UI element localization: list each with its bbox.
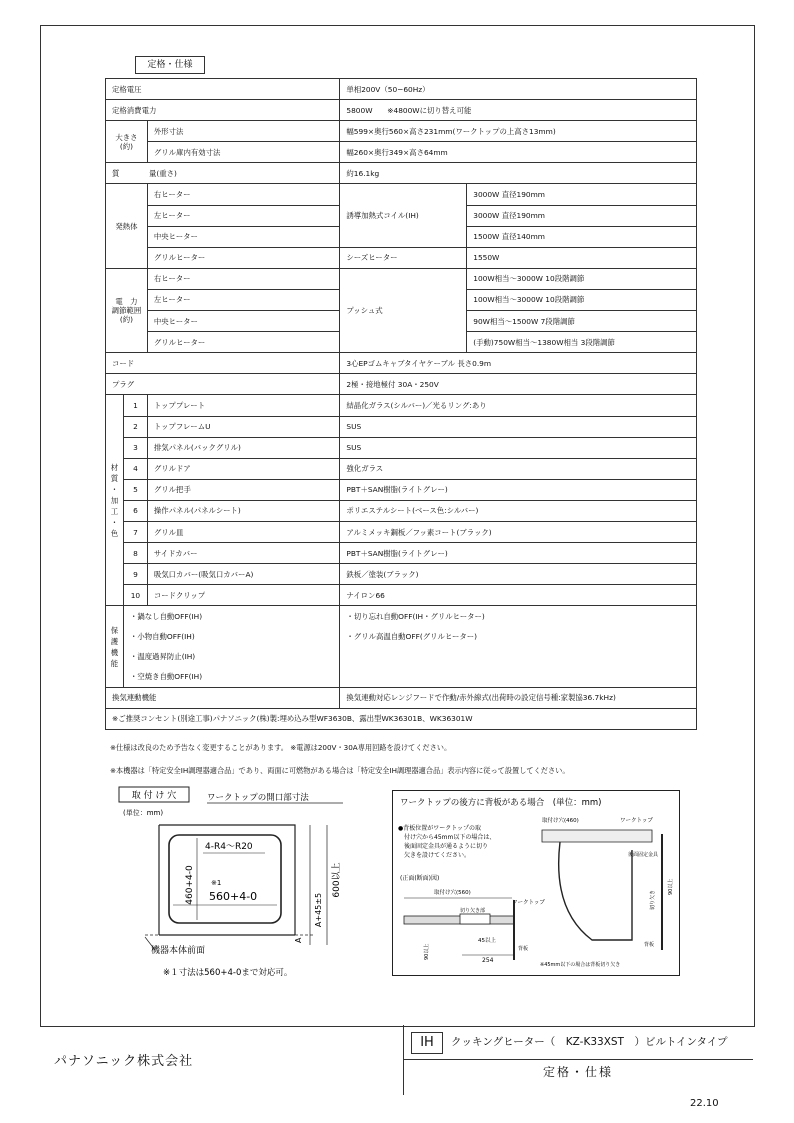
fig2-hole: 取付け穴(560) — [434, 890, 471, 896]
fig1-mark: ※1 — [211, 879, 222, 887]
page-title: 定格・仕様 — [135, 56, 205, 74]
table-row — [106, 647, 697, 667]
fig1-unit: (単位：mm) — [123, 809, 164, 817]
table-row — [106, 163, 697, 184]
range-name: 右ヒーター — [147, 268, 340, 289]
material-value: PBT＋SAN樹脂(ライトグレー) — [340, 543, 697, 564]
fig2-worktop2: ワークトップ — [620, 818, 653, 824]
grill-dim-label: グリル庫内有効寸法 — [147, 142, 340, 163]
material-part: 操作パネル(パネルシート) — [147, 500, 340, 521]
spec-table — [105, 78, 697, 730]
table-row — [106, 395, 697, 416]
back-panel-diagram — [392, 790, 680, 976]
fig2-d45: 45以上 — [478, 938, 496, 944]
table-row — [106, 500, 697, 521]
table-row — [106, 247, 697, 268]
weight-label: 質 量(重さ) — [106, 163, 340, 184]
heater-name: 左ヒーター — [147, 205, 340, 226]
table-row — [106, 100, 697, 121]
material-part: グリル皿 — [147, 521, 340, 542]
table-row — [106, 79, 697, 100]
outlet-note: ※ご推奨コンセント(別途工事)パナソニック(株)製:埋め込み型WF3630B、露出型WK36301B、WK36301W — [106, 708, 697, 729]
fig2-back: 背板 — [518, 946, 529, 952]
protect-item: ・切り忘れ自動OFF(IH・グリルヒーター) — [340, 606, 697, 627]
material-no: 7 — [123, 521, 147, 542]
note-line: ※本機器は「特定安全IH調理器適合品」であり、両面に可燃物がある場合は「特定安全IH調理器適合品」表示内容に従って設置してください。 — [110, 766, 570, 775]
fig2-hole2: 取付け穴(460) — [542, 818, 579, 824]
protect-item: ・空焼き自動OFF(IH) — [123, 667, 339, 688]
cord-label: コード — [106, 353, 340, 374]
vent-value: 換気連動対応レンジフードで作動/赤外線式(出荷時の設定信号種:家製協36.7kHz) — [340, 687, 697, 708]
fig2-worktop: ワークトップ — [512, 900, 545, 906]
table-row — [106, 708, 697, 729]
weight-value: 約16.1kg — [340, 163, 697, 184]
material-label: 材 質 ・ 加 工 ・ 色 — [106, 395, 124, 606]
heater-spec: 3000W 直径190mm — [467, 205, 697, 226]
range-spec: (手動)750W相当〜1380W相当 3段階調節 — [467, 332, 697, 353]
range-name: グリルヒーター — [147, 332, 340, 353]
grill-dim-value: 幅260×奥行349×高さ64mm — [340, 142, 697, 163]
material-part: 吸気口カバー(吸気口カバーA) — [147, 564, 340, 585]
fig1-depth: 600以上 — [332, 862, 342, 898]
table-row — [106, 353, 697, 374]
heater-name: 右ヒーター — [147, 184, 340, 205]
material-no: 3 — [123, 437, 147, 458]
material-value: PBT＋SAN樹脂(ライトグレー) — [340, 479, 697, 500]
range-spec: 100W相当〜3000W 10段階調節 — [467, 268, 697, 289]
table-row — [106, 374, 697, 395]
material-no: 2 — [123, 416, 147, 437]
fig2-title: ワークトップの後方に背板がある場合 (単位：mm) — [400, 798, 602, 808]
fig1-title: 取 付 け 穴 — [131, 791, 177, 801]
fig2-note-line: ●背板位置がワークトップの取 — [398, 825, 482, 832]
table-row — [106, 437, 697, 458]
cord-value: 3心EPゴムキャブタイヤケーブル 長さ0.9m — [340, 353, 697, 374]
range-name: 左ヒーター — [147, 289, 340, 310]
plug-value: 2極・接地極付 30A・250V — [340, 374, 697, 395]
table-row — [106, 543, 697, 564]
fig1-a-dim: A+45±5 — [314, 892, 323, 928]
material-no: 6 — [123, 500, 147, 521]
heater-name: 中央ヒーター — [147, 226, 340, 247]
grill-heater-type: シーズヒーター — [340, 247, 467, 268]
fig2-bottom-note: ※45mm以下の場合は背板切り欠き — [540, 962, 621, 968]
product-name: クッキングヒーター（ KZ-K33XST ）ビルトインタイプ — [451, 1036, 728, 1048]
rated-voltage-label: 定格電圧 — [106, 79, 340, 100]
fig1-height: 460+4-0 — [185, 865, 195, 905]
table-row — [106, 416, 697, 437]
fig2-d90b: 90以上 — [668, 878, 674, 895]
protect-item: ・小物自動OFF(IH) — [123, 626, 339, 646]
material-part: トップフレームU — [147, 416, 340, 437]
material-value: ポリエステルシート(ベース色:シルバー) — [340, 500, 697, 521]
fig2-cutdepth: 切り欠き — [650, 889, 656, 910]
opening-dimension-diagram — [115, 785, 355, 985]
table-row — [106, 564, 697, 585]
table-row — [106, 626, 697, 646]
material-no: 1 — [123, 395, 147, 416]
plug-label: プラグ — [106, 374, 340, 395]
material-value: 強化ガラス — [340, 458, 697, 479]
material-no: 4 — [123, 458, 147, 479]
power-value: 5800W ※4800Wに切り替え可能 — [340, 100, 697, 121]
material-part: 排気パネル(バックグリル) — [147, 437, 340, 458]
outer-label: 外形寸法 — [147, 121, 340, 142]
fig1-front: 機器本体前面 — [151, 946, 206, 956]
range-name: 中央ヒーター — [147, 311, 340, 332]
vent-label: 換気連動機能 — [106, 687, 340, 708]
heater-type: 誘導加熱式コイル(IH) — [340, 184, 467, 247]
protect-item: ・グリル高温自動OFF(グリルヒーター) — [340, 626, 697, 646]
rated-voltage-value: 単相200V（50−60Hz） — [340, 79, 697, 100]
fig1-radius: 4-R4〜R20 — [205, 842, 253, 852]
ih-mark: IH — [411, 1032, 443, 1054]
material-part: トッププレート — [147, 395, 340, 416]
revision-date: 22.10 — [690, 1098, 719, 1109]
power-range-label: 電 力 調節範囲 (約) — [106, 268, 148, 352]
heater-spec: 1550W — [467, 247, 697, 268]
fig2-back2: 背板 — [644, 942, 655, 948]
table-row — [106, 667, 697, 688]
fig2-note-line: 後面固定金具が通るように切り — [398, 843, 489, 850]
table-row — [106, 687, 697, 708]
table-row — [106, 184, 697, 205]
material-value: ナイロン66 — [340, 585, 697, 606]
fig2-note-line: 付け穴から45mm以下の場合は、 — [398, 834, 496, 841]
protect-item: ・鍋なし自動OFF(IH) — [123, 606, 339, 627]
material-value: アルミメッキ鋼板／フッ素コート(ブラック) — [340, 521, 697, 542]
table-row — [106, 479, 697, 500]
protect-item: ・温度過昇防止(IH) — [123, 647, 339, 667]
table-row — [106, 458, 697, 479]
material-no: 5 — [123, 479, 147, 500]
fig2-d90: 90以上 — [424, 943, 430, 960]
table-row — [106, 521, 697, 542]
range-spec: 100W相当〜3000W 10段階調節 — [467, 289, 697, 310]
material-value: SUS — [340, 437, 697, 458]
material-part: サイドカバー — [147, 543, 340, 564]
size-label: 大きさ (約) — [106, 121, 148, 163]
note-line: ※仕様は改良のため予告なく変更することがあります。 ※電源は200V・30A専用回路を設けてください。 — [110, 743, 452, 752]
material-part: グリルドア — [147, 458, 340, 479]
heater-spec: 1500W 直径140mm — [467, 226, 697, 247]
table-row — [106, 142, 697, 163]
company-name: パナソニック株式会社 — [54, 1054, 194, 1069]
protect-label: 保 護 機 能 — [106, 606, 124, 687]
table-row — [106, 121, 697, 142]
material-value: 結晶化ガラス(シルバー)／光るリング:あり — [340, 395, 697, 416]
fig2-note-line: 欠きを設けてください。 — [398, 852, 471, 859]
fig2-bracket: 後面固定金具 — [628, 852, 659, 858]
fig1-width: 560+4-0 — [209, 890, 258, 903]
range-spec: 90W相当〜1500W 7段階調節 — [467, 311, 697, 332]
material-value: SUS — [340, 416, 697, 437]
outer-value: 幅599×奥行560×高さ231mm(ワークトップの上高さ13mm) — [340, 121, 697, 142]
table-row — [106, 268, 697, 289]
power-range-type: プッシュ式 — [340, 268, 467, 352]
material-no: 8 — [123, 543, 147, 564]
fig2-section: (正面(断面)図) — [400, 875, 440, 882]
title-block-subtitle: 定格・仕様 — [542, 1065, 613, 1079]
heater-spec: 3000W 直径190mm — [467, 184, 697, 205]
fig2-d254: 254 — [482, 957, 494, 964]
fig1-a: A — [294, 937, 303, 943]
material-no: 10 — [123, 585, 147, 606]
heater-name: グリルヒーター — [147, 247, 340, 268]
table-row — [106, 585, 697, 606]
material-part: コードクリップ — [147, 585, 340, 606]
material-value: 鉄板／塗装(ブラック) — [340, 564, 697, 585]
fig1-subtitle: ワークトップの開口部寸法 — [207, 793, 309, 803]
power-label: 定格消費電力 — [106, 100, 340, 121]
fig1-note: ※１寸法は560+4-0まで対応可。 — [163, 968, 293, 978]
heat-label: 発熱体 — [106, 184, 148, 268]
material-no: 9 — [123, 564, 147, 585]
material-part: グリル把手 — [147, 479, 340, 500]
fig2-cut: 切り欠き部 — [460, 908, 486, 914]
table-row — [106, 606, 697, 627]
